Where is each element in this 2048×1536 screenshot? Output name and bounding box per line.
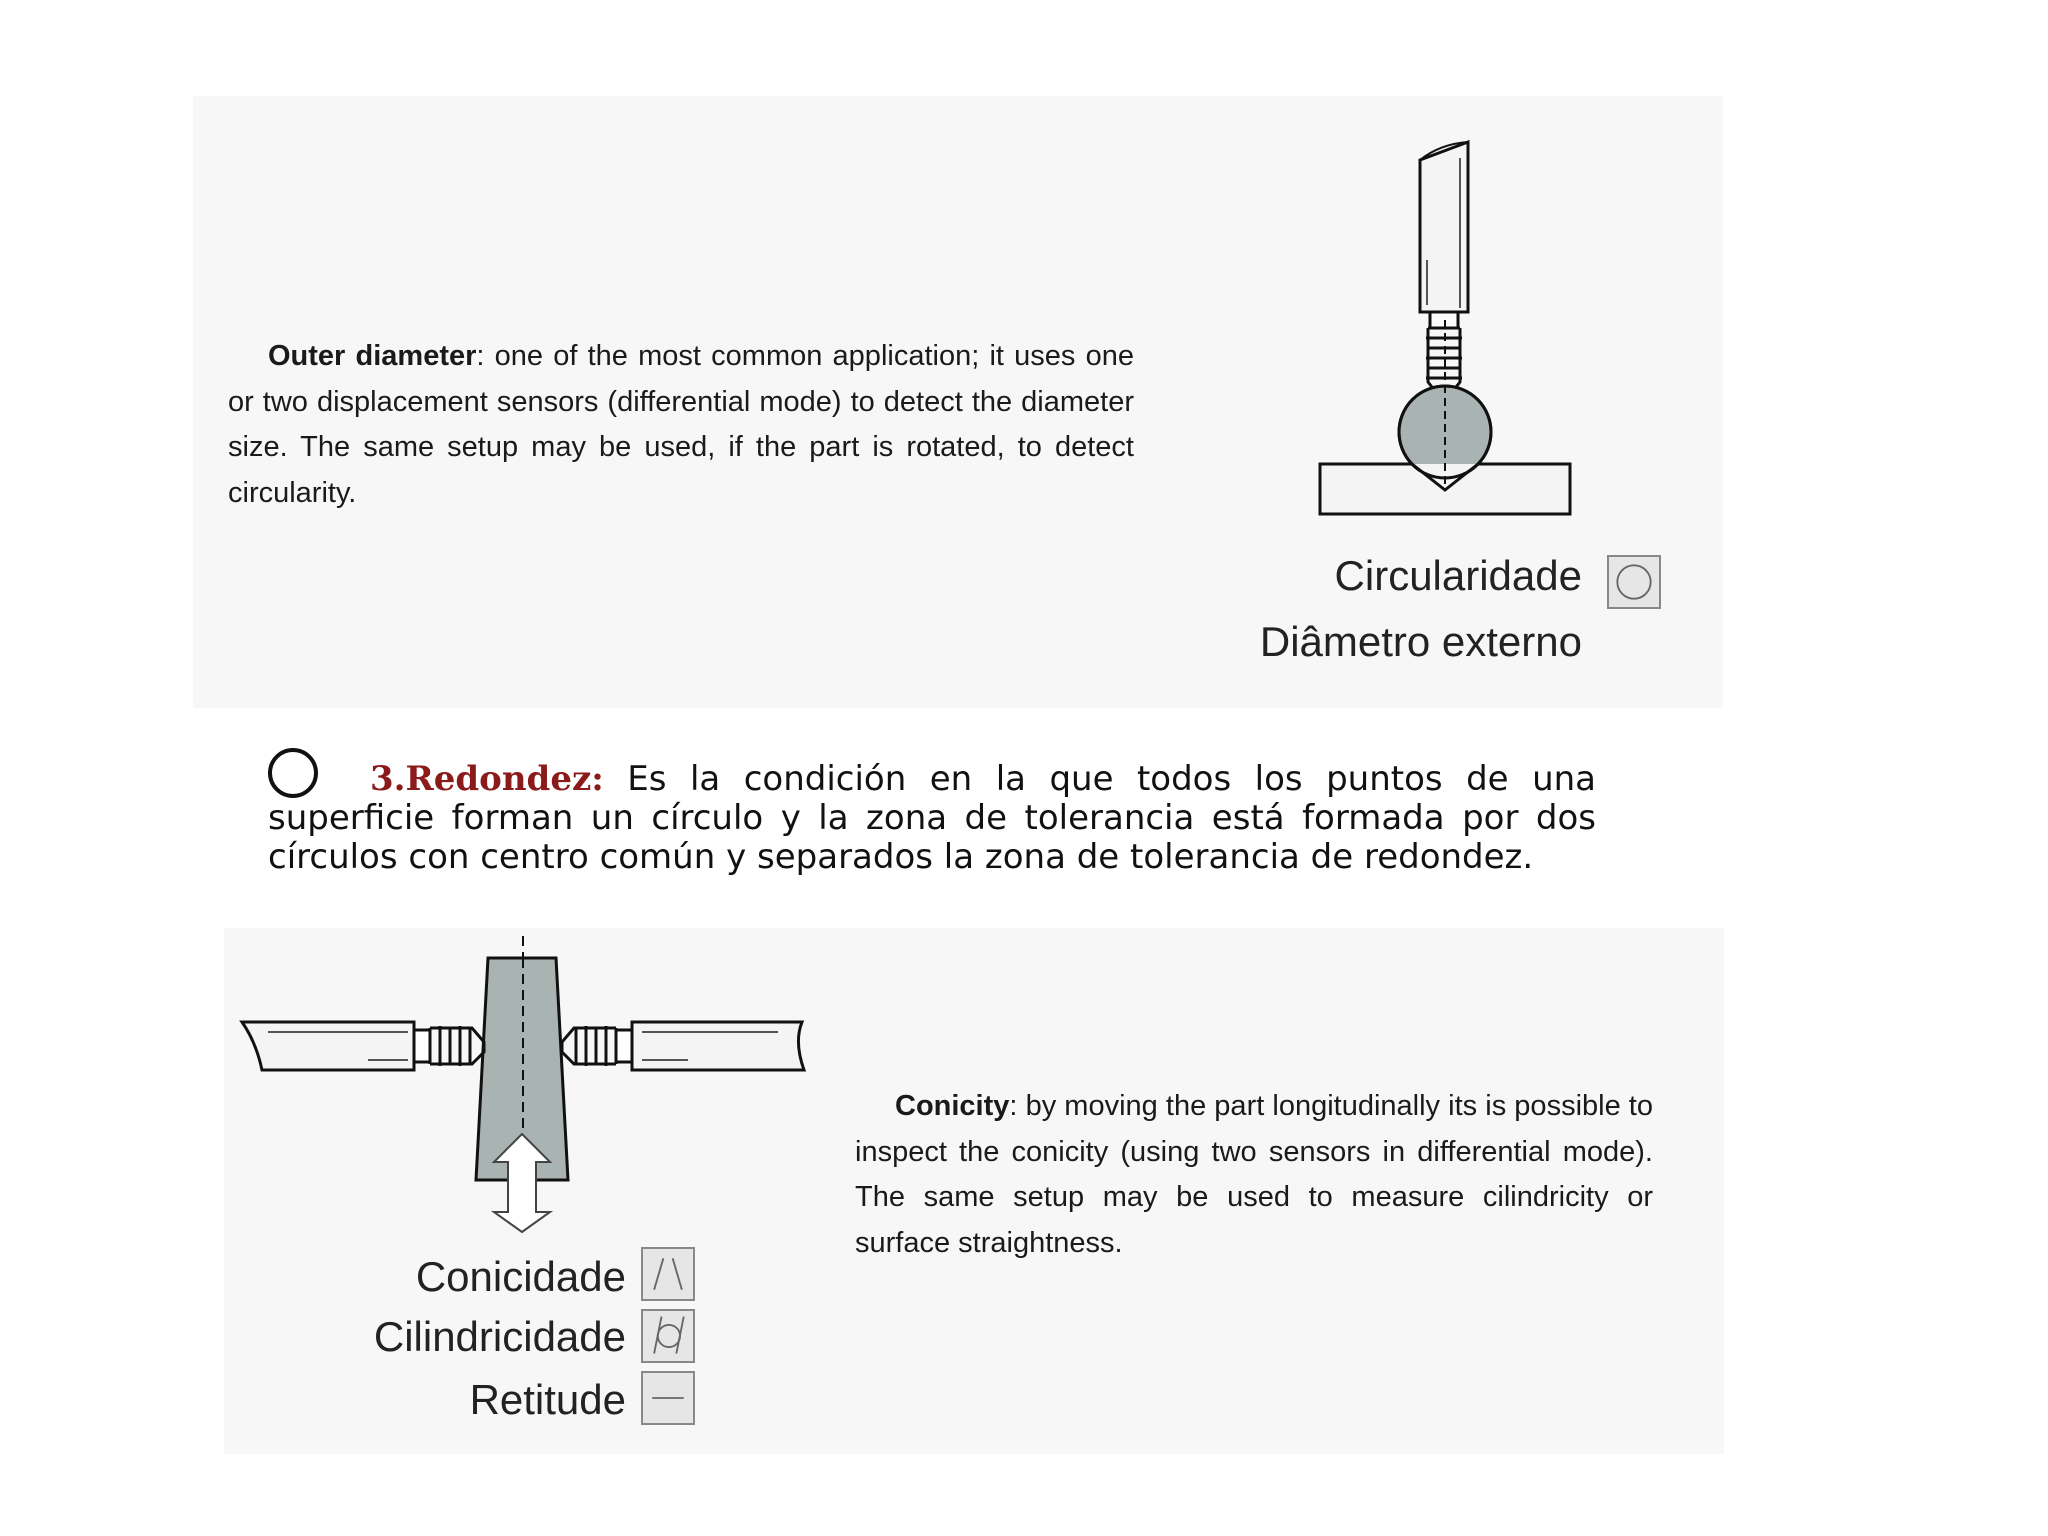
- straightness-label: Retitude: [469, 1376, 626, 1423]
- roundness-description: Es la condición en la que todos los puntos de una superficie forman un círculo y la zona de tolerancia está formada por dos círculos con centro común y separados la zona de tolerancia de redondez.: [268, 759, 1596, 877]
- conicity-diagram: [238, 930, 818, 1240]
- roundness-paragraph: [268, 760, 1596, 877]
- straightness-symbol-icon: [641, 1371, 695, 1425]
- outer-diameter-description: : one of the most common application; it uses one or two displacement sensors (differential mode) to detect the diameter size. The same setup may be used, if the part is rotated, to detect circularity.: [228, 340, 1134, 509]
- outer-diameter-label: Diâmetro externo: [1259, 618, 1582, 665]
- conicity-paragraph: [855, 1084, 1653, 1266]
- outer-diameter-term: Outer diameter: [268, 340, 477, 372]
- conicity-label: Conicidade: [415, 1253, 626, 1300]
- conicity-term: Conicity: [895, 1090, 1010, 1122]
- conicity-symbol-icon: [641, 1247, 695, 1301]
- cylindricity-symbol-icon: [641, 1309, 695, 1363]
- outer-diameter-paragraph: [228, 334, 1134, 516]
- conicity-description: : by moving the part longitudinally its is possible to inspect the conicity (using two sensors in differential mode). The same setup may be used to measure cilindricity or surface straightness.: [855, 1090, 1653, 1259]
- cylindricity-label: Cilindricidade: [373, 1313, 626, 1360]
- circularity-symbol-icon: [1607, 555, 1661, 609]
- roundness-heading: 3.Redondez:: [370, 759, 604, 799]
- outer-diameter-diagram: [1300, 130, 1600, 530]
- circularity-label: Circularidade: [1334, 552, 1582, 599]
